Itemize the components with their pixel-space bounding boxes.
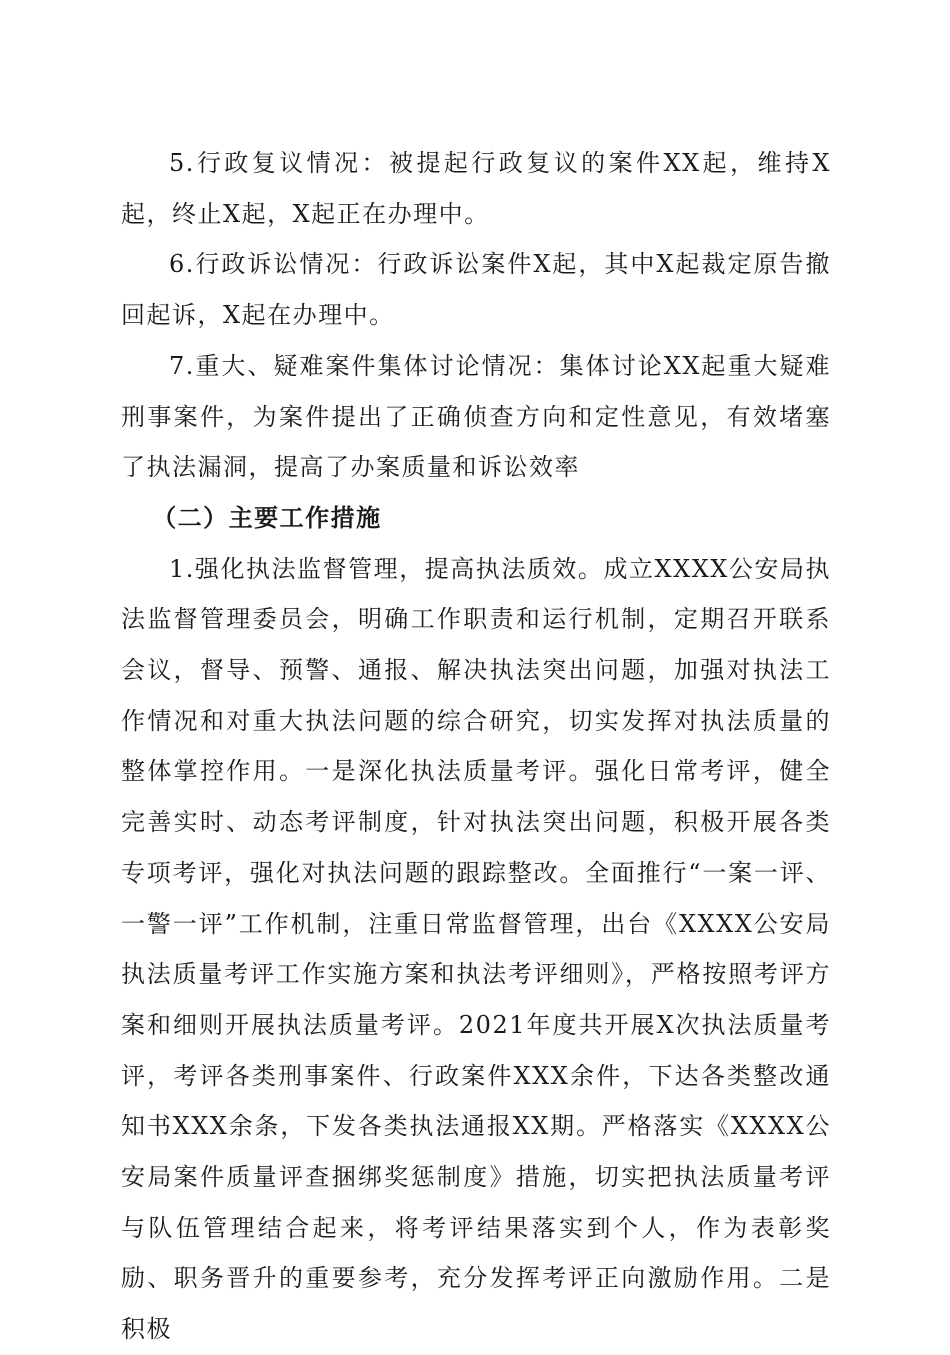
- paragraph-admin-reconsideration: 5.行政复议情况：被提起行政复议的案件XX起，维持X起，终止X起，X起正在办理中。: [121, 149, 831, 228]
- paragraph-admin-litigation: 6.行政诉讼情况：行政诉讼案件X起，其中X起裁定原告撤回起诉，X起在办理中。: [121, 250, 831, 330]
- section-heading-main-measures: （二）主要工作措施: [152, 502, 382, 532]
- document-body: [121, 138, 831, 1355]
- paragraph-collective-discussion: 7.重大、疑难案件集体讨论情况：集体讨论XX起重大疑难刑事案件，为案件提出了正确侦查方向和定性意见，有效堵塞了执法漏洞，提高了办案质量和诉讼效率: [121, 351, 831, 482]
- paragraph-law-enforcement-supervision: 1.强化执法监督管理，提高执法质效。成立XXXX公安局执法监督管理委员会，明确工作职责和运行机制，定期召开联系会议，督导、预警、通报、解决执法突出问题，加强对执法工作情况和对重大执法问题的综合研究，切实发挥对执法质量的整体掌控作用。一是深化执法质量考评。强化日常考评，健全完善实时、动态考评制度，针对执法突出问题，积极开展各类专项考评，强化对执法问题的跟踪整改。全面推行“一案一评、一警一评”工作机制，注重日常监督管理，出台《XXXX公安局执法质量考评工作实施方案和执法考评细则》，严格按照考评方案和细则开展执法质量考评。2021年度共开展X次执法质量考评，考评各类刑事案件、行政案件XXX余件，下达各类整改通知书XXX余条，下发各类执法通报XX期。严格落实《XXXX公安局案件质量评查捆绑奖惩制度》措施，切实把执法质量考评与队伍管理结合起来，将考评结果落实到个人，作为表彰奖励、职务晋升的重要参考，充分发挥考评正向激励作用。二是积极: [121, 554, 831, 1344]
